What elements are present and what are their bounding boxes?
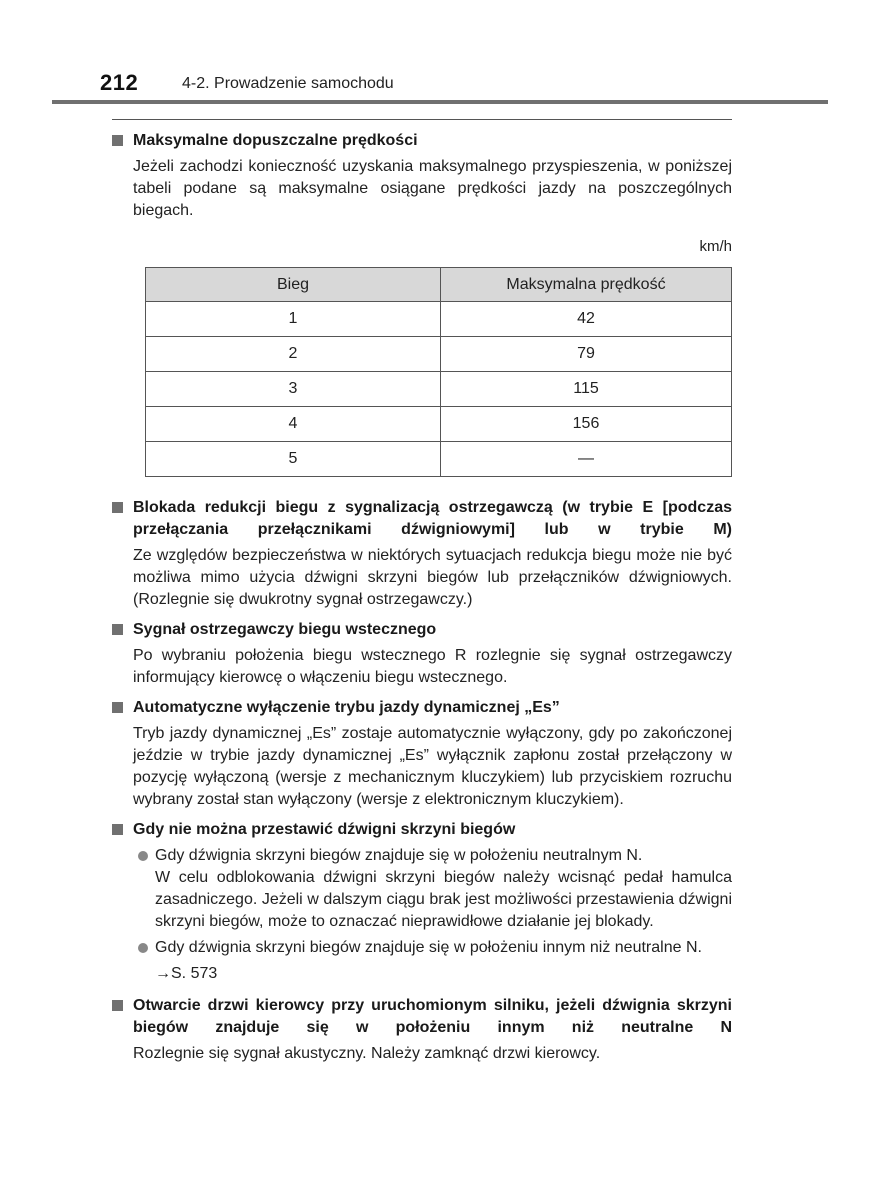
- square-bullet-icon: [112, 135, 123, 146]
- table-row: [146, 442, 732, 477]
- section-title: Maksymalne dopuszczalne prędkości: [133, 132, 418, 149]
- speed-cell: 156: [441, 407, 732, 442]
- list-item: [133, 845, 732, 933]
- speed-cell: —: [441, 442, 732, 477]
- page-reference-link[interactable]: →S. 573: [155, 965, 218, 982]
- square-bullet-icon: [112, 1000, 123, 1011]
- table-row: [146, 337, 732, 372]
- square-bullet-icon: [112, 824, 123, 835]
- table-row: [146, 302, 732, 337]
- header-rule: [52, 100, 828, 104]
- section-title: Gdy nie można przestawić dźwigni skrzyni biegów: [133, 821, 516, 838]
- section-downshift-lock: [112, 497, 732, 611]
- speed-cell: 115: [441, 372, 732, 407]
- section-title: Otwarcie drzwi kierowcy przy uruchomionym silniku, jeżeli dźwignia skrzyni biegów znajduje się w położeniu innym niż neutralne N: [133, 997, 732, 1036]
- table-row: [146, 372, 732, 407]
- section-body: Jeżeli zachodzi konieczność uzyskania maksymalnego przyspieszenia, w poniższej tabeli podane są maksymalne osiągane prędkości jazdy na poszczególnych biegach.: [133, 158, 732, 219]
- bullet-text: W celu odblokowania dźwigni skrzyni biegów należy wcisnąć pedał hamulca zasadniczego. Jeżeli w dalszym ciągu brak jest możliwości przestawienia dźwigni skrzyni biegów, może to oznaczać nieprawidłowe działanie jej blokady.: [155, 869, 732, 930]
- gear-cell: 5: [146, 442, 441, 477]
- section-driver-door-open: [112, 995, 732, 1065]
- square-bullet-icon: [112, 702, 123, 713]
- table-header-row: [146, 268, 732, 302]
- list-item: [133, 937, 732, 985]
- section-shift-lever-stuck: [112, 819, 732, 985]
- unit-label: km/h: [699, 238, 732, 255]
- gear-cell: 3: [146, 372, 441, 407]
- section-body: Po wybraniu położenia biegu wstecznego R rozlegnie się sygnał ostrzegawczy informujący kierowcę o włączeniu biegu wstecznego.: [133, 647, 732, 686]
- table-row: [146, 407, 732, 442]
- page-number: 212: [100, 70, 139, 95]
- bullet-text: Gdy dźwignia skrzyni biegów znajduje się w położeniu innym niż neutralne N.: [155, 939, 702, 956]
- section-title: Automatyczne wyłączenie trybu jazdy dynamicznej „Es”: [133, 699, 560, 716]
- circle-bullet-icon: [138, 851, 148, 861]
- circle-bullet-icon: [138, 943, 148, 953]
- section-es-auto-off: [112, 697, 732, 811]
- section-reverse-warning: [112, 619, 732, 689]
- gear-cell: 1: [146, 302, 441, 337]
- gear-cell: 4: [146, 407, 441, 442]
- bullet-text: Gdy dźwignia skrzyni biegów znajduje się w położeniu neutralnym N.: [155, 847, 643, 864]
- section-body: Rozlegnie się sygnał akustyczny. Należy zamknąć drzwi kierowcy.: [133, 1045, 601, 1062]
- section-title: Sygnał ostrzegawczy biegu wstecznego: [133, 621, 437, 638]
- section-max-speeds: [112, 130, 732, 477]
- bullet-list: [112, 845, 732, 985]
- section-rule: [112, 119, 732, 120]
- column-header: Maksymalna prędkość: [441, 268, 732, 302]
- square-bullet-icon: [112, 624, 123, 635]
- speed-cell: 42: [441, 302, 732, 337]
- page-content: [112, 130, 732, 1065]
- square-bullet-icon: [112, 502, 123, 513]
- gear-cell: 2: [146, 337, 441, 372]
- column-header: Bieg: [146, 268, 441, 302]
- speed-cell: 79: [441, 337, 732, 372]
- section-title: Blokada redukcji biegu z sygnalizacją ostrzegawczą (w trybie E [podczas przełączania przełącznikami dźwigniowymi] lub w trybie M): [133, 499, 732, 538]
- section-body: Tryb jazdy dynamicznej „Es” zostaje automatycznie wyłączony, gdy po zakończonej jeździe w trybie jazdy dynamicznej „Es” wyłącznik zapłonu został przełączony w pozycję wyłączoną (wersje z mechanicznym kluczykiem) lub przyciskiem rozruchu wybrany został stan wyłączony (wersje z elektronicznym kluczykiem).: [133, 725, 732, 808]
- chapter-title: 4-2. Prowadzenie samochodu: [182, 75, 394, 92]
- section-body: Ze względów bezpieczeństwa w niektórych sytuacjach redukcja biegu może nie być możliwa mimo użycia dźwigni skrzyni biegów lub przełączników dźwigniowych. (Rozlegnie się dwukrotny sygnał ostrzegawczy.): [133, 547, 732, 608]
- speed-table: [145, 267, 732, 477]
